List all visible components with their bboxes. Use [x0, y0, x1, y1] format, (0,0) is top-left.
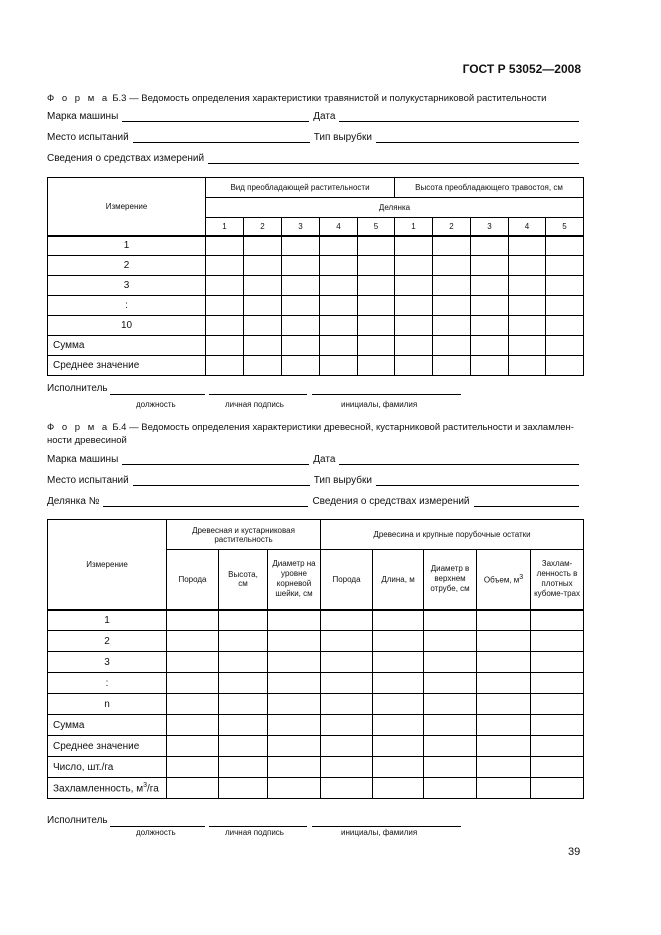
b3-cut-label: Тип вырубки [313, 132, 372, 143]
b4-sub-top-diameter: Диаметр в верхнем отрубе, см [424, 550, 477, 610]
b4-data-cell[interactable] [321, 673, 373, 694]
b4-data-cell[interactable] [531, 736, 584, 757]
b3-data-cell[interactable] [320, 276, 358, 296]
b4-data-cell[interactable] [268, 610, 321, 631]
b3-table-row [48, 356, 584, 376]
b4-data-cell[interactable] [424, 673, 477, 694]
b3-data-cell[interactable] [206, 256, 244, 276]
b3-data-cell[interactable] [509, 316, 546, 336]
b4-data-cell[interactable] [531, 778, 584, 799]
b3-data-cell[interactable] [546, 356, 584, 376]
b3-data-cell[interactable] [509, 276, 546, 296]
b3-plot-num: 4 [509, 218, 546, 236]
b3-plot-num: 2 [433, 218, 471, 236]
b3-data-cell[interactable] [546, 236, 584, 256]
b3-row-label: Сумма [48, 336, 206, 356]
b3-data-cell[interactable] [244, 256, 282, 276]
b3-table-row [48, 336, 584, 356]
b4-plot-label: Делянка № [47, 496, 100, 507]
b4-instruments-input[interactable] [474, 495, 579, 507]
b3-data-cell[interactable] [509, 356, 546, 376]
b3-signature-caption: личная подпись [225, 400, 284, 409]
b3-row-label: 10 [48, 316, 206, 336]
b3-data-cell[interactable] [395, 236, 433, 256]
b3-data-cell[interactable] [395, 296, 433, 316]
b3-data-cell[interactable] [471, 336, 509, 356]
b4-table-row [48, 694, 584, 715]
b4-col-measure: Измерение [48, 520, 167, 610]
b4-table-row [48, 673, 584, 694]
b4-data-cell[interactable] [477, 652, 531, 673]
b4-data-cell[interactable] [373, 631, 424, 652]
b3-data-cell[interactable] [433, 316, 471, 336]
b4-table-row [48, 610, 584, 631]
b3-name-caption: инициалы, фамилия [341, 400, 418, 409]
b4-row-label: n [48, 694, 167, 715]
b3-place-input[interactable] [133, 131, 310, 143]
b4-data-cell[interactable] [424, 610, 477, 631]
b4-data-cell[interactable] [219, 652, 268, 673]
b3-data-cell[interactable] [471, 236, 509, 256]
b4-machine-input[interactable] [122, 453, 309, 465]
b4-name-line[interactable] [312, 825, 461, 827]
b4-table-row [48, 652, 584, 673]
b3-row-instruments [47, 152, 583, 164]
b4-cut-input[interactable] [376, 474, 579, 486]
b4-data-cell[interactable] [268, 736, 321, 757]
b3-data-cell[interactable] [244, 276, 282, 296]
b4-data-cell[interactable] [219, 673, 268, 694]
document-number: ГОСТ Р 53052—2008 [462, 62, 581, 76]
b4-data-cell[interactable] [477, 673, 531, 694]
b3-data-cell[interactable] [206, 296, 244, 316]
b3-data-cell[interactable] [320, 316, 358, 336]
b4-data-cell[interactable] [477, 715, 531, 736]
b3-data-cell[interactable] [509, 296, 546, 316]
b4-data-cell[interactable] [373, 715, 424, 736]
b3-instruments-input[interactable] [208, 152, 579, 164]
b4-data-cell[interactable] [477, 631, 531, 652]
b3-data-cell[interactable] [546, 316, 584, 336]
b3-data-cell[interactable] [433, 356, 471, 376]
b4-data-cell[interactable] [321, 652, 373, 673]
b3-data-cell[interactable] [358, 276, 395, 296]
b4-table-row [48, 736, 584, 757]
b4-data-cell[interactable] [531, 694, 584, 715]
b3-plot-num: 2 [244, 218, 282, 236]
b4-data-cell[interactable] [424, 778, 477, 799]
form-b4-title-line2: ности древесиной [47, 435, 127, 446]
b3-data-cell[interactable] [282, 236, 320, 256]
b4-instruments-label: Сведения о средствах измерений [312, 496, 470, 507]
b3-row-label: 2 [48, 256, 206, 276]
b3-data-cell[interactable] [282, 256, 320, 276]
b3-data-cell[interactable] [282, 316, 320, 336]
b4-sub-length: Длина, м [373, 550, 424, 610]
b4-place-input[interactable] [133, 474, 310, 486]
b3-table-row [48, 256, 584, 276]
b3-plot-num: 5 [546, 218, 584, 236]
b3-machine-label: Марка машины [47, 111, 119, 122]
b4-data-cell[interactable] [373, 694, 424, 715]
b4-data-cell[interactable] [321, 715, 373, 736]
b3-date-input[interactable] [339, 110, 579, 122]
b3-data-cell[interactable] [206, 236, 244, 256]
b4-data-cell[interactable] [268, 694, 321, 715]
b4-data-cell[interactable] [477, 736, 531, 757]
b3-data-cell[interactable] [395, 356, 433, 376]
b3-data-cell[interactable] [433, 256, 471, 276]
b3-plot-num: 3 [282, 218, 320, 236]
b3-col-measure: Измерение [48, 178, 206, 236]
b4-data-cell[interactable] [531, 631, 584, 652]
b4-data-cell[interactable] [477, 778, 531, 799]
b4-data-cell[interactable] [167, 757, 219, 778]
b4-data-cell[interactable] [531, 610, 584, 631]
b4-data-cell[interactable] [219, 631, 268, 652]
b3-position-line[interactable] [110, 393, 205, 395]
form-b3-title-text: Б.3 — Ведомость определения характеристики травянистой и полукустарниковой растительности [112, 93, 547, 104]
b4-data-cell[interactable] [424, 715, 477, 736]
b4-data-cell[interactable] [167, 715, 219, 736]
b3-name-line[interactable] [312, 393, 461, 395]
b4-sub-volume: Объем, $м^3$ [477, 550, 531, 610]
b4-sub-height: Высота, см [219, 550, 268, 610]
b4-machine-label: Марка машины [47, 454, 119, 465]
b3-data-cell[interactable] [471, 276, 509, 296]
form-b4-title [47, 421, 574, 435]
b3-data-cell[interactable] [395, 256, 433, 276]
b4-data-cell[interactable] [531, 715, 584, 736]
b4-row-label: Среднее значение [48, 736, 167, 757]
b4-row-label: 1 [48, 610, 167, 631]
b3-row-label: 3 [48, 276, 206, 296]
b4-data-cell[interactable] [321, 631, 373, 652]
b4-data-cell[interactable] [424, 757, 477, 778]
b3-plot-header: Делянка [206, 198, 584, 218]
b3-data-cell[interactable] [433, 296, 471, 316]
b4-date-input[interactable] [339, 453, 579, 465]
b4-data-cell[interactable] [167, 778, 219, 799]
b4-data-cell[interactable] [268, 757, 321, 778]
b4-data-cell[interactable] [321, 610, 373, 631]
b3-data-cell[interactable] [244, 236, 282, 256]
b4-data-cell[interactable] [424, 652, 477, 673]
b3-row-label: 1 [48, 236, 206, 256]
b3-machine-input[interactable] [122, 110, 309, 122]
b3-data-cell[interactable] [320, 256, 358, 276]
b4-date-label: Дата [313, 454, 336, 465]
b3-date-label: Дата [313, 111, 336, 122]
b3-data-cell[interactable] [509, 336, 546, 356]
b3-table-row [48, 236, 584, 256]
b3-data-cell[interactable] [282, 276, 320, 296]
b4-data-cell[interactable] [531, 673, 584, 694]
b3-data-cell[interactable] [320, 236, 358, 256]
b3-table-row [48, 316, 584, 336]
b3-data-cell[interactable] [546, 336, 584, 356]
b4-data-cell[interactable] [268, 631, 321, 652]
b3-data-cell[interactable] [471, 256, 509, 276]
form-b4-title-text: Б.4 — Ведомость определения характеристики древесной, кустарниковой растительности и захламлен- [112, 422, 574, 433]
page-number: 39 [568, 846, 581, 858]
b3-table-row [48, 276, 584, 296]
b4-data-cell[interactable] [167, 694, 219, 715]
b3-data-cell[interactable] [358, 356, 395, 376]
b3-plot-num: 4 [320, 218, 358, 236]
b4-data-cell[interactable] [424, 631, 477, 652]
b4-name-caption: инициалы, фамилия [341, 828, 418, 837]
b3-data-cell[interactable] [546, 296, 584, 316]
b3-data-cell[interactable] [282, 356, 320, 376]
b4-row-label: 2 [48, 631, 167, 652]
b4-data-cell[interactable] [219, 778, 268, 799]
b4-data-cell[interactable] [219, 610, 268, 631]
b3-executor-label: Исполнитель [47, 383, 108, 394]
b3-data-cell[interactable] [546, 256, 584, 276]
b3-data-cell[interactable] [206, 276, 244, 296]
b4-row-label: Захламленность, $м^3/га$ [48, 778, 167, 799]
b3-data-cell[interactable] [433, 336, 471, 356]
b3-data-cell[interactable] [433, 236, 471, 256]
b4-signature-line[interactable] [209, 825, 307, 827]
b4-sub-clutter: Захлам-ленность в плотных кубоме-трах [531, 550, 584, 610]
b4-data-cell[interactable] [219, 694, 268, 715]
b3-data-cell[interactable] [320, 296, 358, 316]
b4-executor-label: Исполнитель [47, 815, 108, 826]
b4-data-cell[interactable] [373, 673, 424, 694]
b3-row-label: : [48, 296, 206, 316]
b4-group-wood: Древесина и крупные порубочные остатки [321, 520, 584, 550]
b4-table-row [48, 778, 584, 799]
b4-data-cell[interactable] [373, 778, 424, 799]
b3-group-vegetation: Вид преобладающей растительности [206, 178, 395, 198]
b3-place-label: Место испытаний [47, 132, 129, 143]
b3-data-cell[interactable] [358, 256, 395, 276]
b4-row-label: Число, шт./га [48, 757, 167, 778]
b4-data-cell[interactable] [321, 757, 373, 778]
b3-table [47, 177, 584, 376]
b4-data-cell[interactable] [167, 736, 219, 757]
b4-row-machine-date [47, 453, 583, 465]
b3-data-cell[interactable] [358, 236, 395, 256]
b3-plot-num: 1 [395, 218, 433, 236]
b3-data-cell[interactable] [206, 316, 244, 336]
b3-plot-num: 3 [471, 218, 509, 236]
b4-row-plot-instruments [47, 495, 583, 507]
b4-row-label: : [48, 673, 167, 694]
b4-data-cell[interactable] [321, 694, 373, 715]
b3-data-cell[interactable] [282, 296, 320, 316]
b3-plot-num: 1 [206, 218, 244, 236]
b4-data-cell[interactable] [477, 757, 531, 778]
b4-data-cell[interactable] [321, 736, 373, 757]
b3-data-cell[interactable] [244, 356, 282, 376]
b3-data-cell[interactable] [320, 336, 358, 356]
b4-data-cell[interactable] [219, 757, 268, 778]
b4-plot-input[interactable] [103, 495, 308, 507]
b3-data-cell[interactable] [471, 296, 509, 316]
b3-data-cell[interactable] [509, 256, 546, 276]
b4-position-line[interactable] [110, 825, 205, 827]
b3-row-place-cut [47, 131, 583, 143]
b3-data-cell[interactable] [395, 276, 433, 296]
b3-group-height: Высота преобладающего травостоя, см [395, 178, 584, 198]
b4-data-cell[interactable] [477, 610, 531, 631]
b4-data-cell[interactable] [531, 757, 584, 778]
b4-table [47, 519, 584, 799]
b3-signature-line[interactable] [209, 393, 307, 395]
b4-place-label: Место испытаний [47, 475, 129, 486]
form-b3-title [47, 92, 546, 106]
b4-data-cell[interactable] [373, 736, 424, 757]
b3-data-cell[interactable] [244, 336, 282, 356]
b4-data-cell[interactable] [531, 652, 584, 673]
b4-signature-caption: личная подпись [225, 828, 284, 837]
b4-row-label: Сумма [48, 715, 167, 736]
b3-data-cell[interactable] [471, 316, 509, 336]
b4-data-cell[interactable] [167, 610, 219, 631]
b4-row-place-cut [47, 474, 583, 486]
b4-data-cell[interactable] [268, 778, 321, 799]
b4-sub-species2: Порода [321, 550, 373, 610]
b4-data-cell[interactable] [167, 673, 219, 694]
b4-data-cell[interactable] [477, 694, 531, 715]
b4-data-cell[interactable] [424, 736, 477, 757]
b4-data-cell[interactable] [268, 652, 321, 673]
b4-data-cell[interactable] [167, 652, 219, 673]
b4-sub-species: Порода [167, 550, 219, 610]
b3-row-label: Среднее значение [48, 356, 206, 376]
b3-instruments-label: Сведения о средствах измерений [47, 153, 205, 164]
form-b4-title-prefix: Ф о р м а [47, 422, 110, 433]
b3-data-cell[interactable] [546, 276, 584, 296]
b4-data-cell[interactable] [373, 610, 424, 631]
b4-row-label: 3 [48, 652, 167, 673]
b3-data-cell[interactable] [244, 316, 282, 336]
b3-data-cell[interactable] [358, 316, 395, 336]
b3-data-cell[interactable] [282, 336, 320, 356]
b3-cut-input[interactable] [376, 131, 579, 143]
b4-data-cell[interactable] [219, 715, 268, 736]
b4-data-cell[interactable] [373, 652, 424, 673]
b3-data-cell[interactable] [320, 356, 358, 376]
b3-data-cell[interactable] [395, 336, 433, 356]
b3-data-cell[interactable] [206, 356, 244, 376]
b3-table-row [48, 296, 584, 316]
b3-plot-num: 5 [358, 218, 395, 236]
b4-table-row [48, 757, 584, 778]
b3-data-cell[interactable] [395, 316, 433, 336]
form-b3-title-prefix: Ф о р м а [47, 93, 110, 104]
b3-row-machine-date [47, 110, 583, 122]
b4-cut-label: Тип вырубки [313, 475, 372, 486]
b4-sub-root-diameter: Диаметр на уровне корневой шейки, см [268, 550, 321, 610]
b3-data-cell[interactable] [433, 276, 471, 296]
b4-data-cell[interactable] [424, 694, 477, 715]
b4-data-cell[interactable] [167, 631, 219, 652]
b4-data-cell[interactable] [219, 736, 268, 757]
b4-data-cell[interactable] [268, 715, 321, 736]
b3-position-caption: должность [136, 400, 176, 409]
b4-group-tree: Древесная и кустарниковая растительность [167, 520, 321, 550]
b4-position-caption: должность [136, 828, 176, 837]
b4-data-cell[interactable] [373, 757, 424, 778]
b3-data-cell[interactable] [358, 296, 395, 316]
b3-data-cell[interactable] [509, 236, 546, 256]
b4-data-cell[interactable] [321, 778, 373, 799]
b3-data-cell[interactable] [358, 336, 395, 356]
b4-table-row [48, 715, 584, 736]
b4-table-row [48, 631, 584, 652]
b3-data-cell[interactable] [206, 336, 244, 356]
b3-data-cell[interactable] [471, 356, 509, 376]
b3-data-cell[interactable] [244, 296, 282, 316]
b4-data-cell[interactable] [268, 673, 321, 694]
